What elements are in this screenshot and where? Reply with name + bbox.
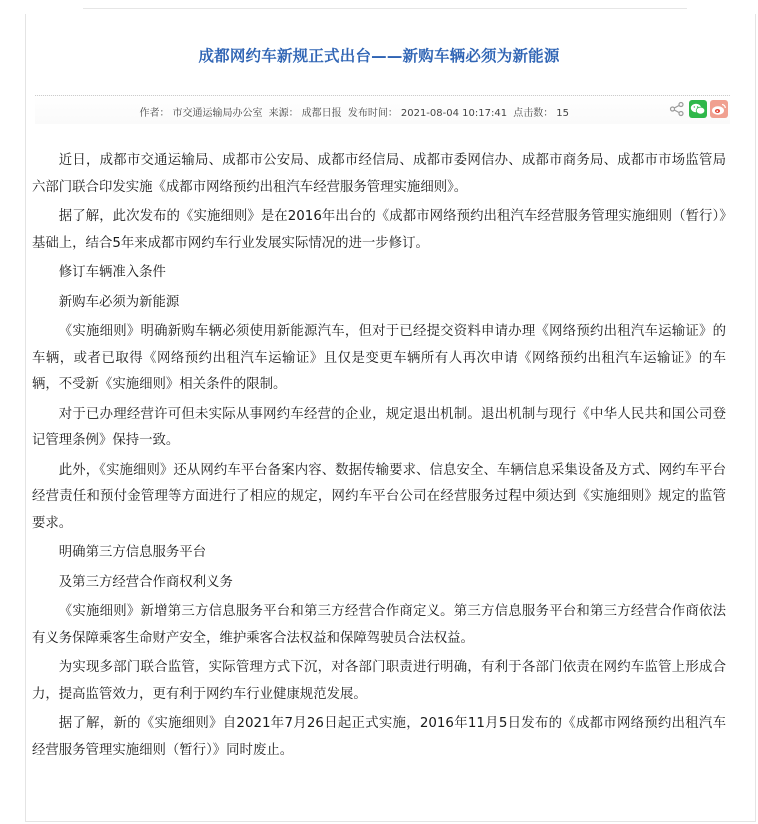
section-heading: 明确第三方信息服务平台 <box>58 545 207 560</box>
source: 成都日报 <box>301 108 342 119</box>
paragraph: 近日，成都市交通运输局、成都市公安局、成都市经信局、成都市委网信办、成都市商务局、成都市市场监管局六部门联合印发实施《成都市网络预约出租汽车经营服务管理实施细则》。 <box>32 153 726 195</box>
paragraph: 为实现多部门联合监管，实际管理方式下沉，对各部门职责进行明确，有利于各部门依责在网约车监管上形成合力，提高监管效力，更有利于网约车行业健康规范发展。 <box>32 660 726 702</box>
author: 市交通运输局办公室 <box>172 108 263 119</box>
weibo-icon[interactable] <box>710 100 728 118</box>
section-heading: 新购车必须为新能源 <box>58 294 180 310</box>
paragraph: 据了解，此次发布的《实施细则》是在2016年出台的《成都市网络预约出租汽车经营服务管理实施细则（暂行）》基础上，结合5年来成都市网约车行业发展实际情况的进一步修订。 <box>32 209 726 251</box>
author-label: 作者： <box>139 108 170 119</box>
article-meta <box>139 104 572 119</box>
section-heading: 修订车辆准入条件 <box>58 265 166 280</box>
top-divider <box>83 8 687 9</box>
paragraph: 《实施细则》明确新购车辆必须使用新能源汽车，但对于已经提交资料申请办理《网络预约出租汽车运输证》的车辆，或者已取得《网络预约出租汽车运输证》且仅是变更车辆所有人再次申请《网络预约出租汽车运输证》的车辆，不受新《实施细则》相关条件的限制。 <box>32 324 726 392</box>
paragraph: 此外，《实施细则》还从网约车平台备案内容、数据传输要求、信息安全、车辆信息采集设备及方式、网约车平台经营责任和预付金管理等方面进行了相应的规定，网约车平台公司在经营服务过程中须达到《实施细则》规定的监管要求。 <box>32 462 726 531</box>
paragraph: 据了解，新的《实施细则》自2021年7月26日起正式实施，2016年11月5日发布的《成都市网络预约出租汽车经营服务管理实施细则（暂行）》同时废止。 <box>32 716 726 758</box>
click-count: 15 <box>556 108 569 119</box>
article-title: 成都网约车新规正式出台——新购车辆必须为新能源 <box>198 47 560 65</box>
publish-time: 2021-08-04 10:17:41 <box>400 108 508 119</box>
paragraph: 《实施细则》新增第三方信息服务平台和第三方经营合作商定义。第三方信息服务平台和第三方经营合作商依法有义务保障乘客生命财产安全，维护乘客合法权益和保障驾驶员合法权益。 <box>32 604 726 646</box>
wechat-glyph <box>690 102 706 116</box>
weibo-glyph <box>711 102 727 116</box>
wechat-icon[interactable] <box>689 100 707 118</box>
article-body <box>32 148 726 767</box>
click-count-label: 点击数： <box>513 108 554 119</box>
section-heading: 及第三方经营合作商权利义务 <box>58 574 233 590</box>
share-glyph <box>669 101 685 117</box>
paragraph: 对于已办理经营许可但未实际从事网约车经营的企业，规定退出机制。退出机制与现行《中华人民共和国公司登记管理条例》保持一致。 <box>32 406 726 448</box>
share-icon[interactable] <box>668 100 686 118</box>
source-label: 来源： <box>268 108 299 119</box>
publish-time-label: 发布时间： <box>347 108 398 119</box>
